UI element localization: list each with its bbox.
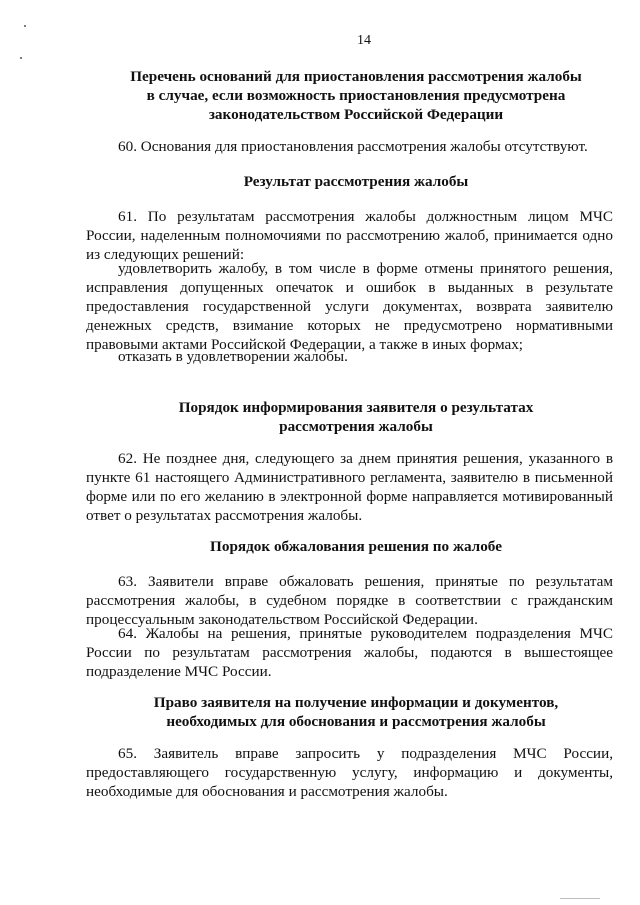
- scan-artifact-line: [560, 898, 600, 899]
- paragraph-63: 63. Заявители вправе обжаловать решения, принятые по результатам рассмотрения жалобы, в судебном порядке в соответствии с гражданским процессуальным законодательством Российской Федерации.: [86, 573, 613, 628]
- scan-speck: [24, 25, 26, 27]
- paragraph-64: 64. Жалобы на решения, принятые руководителем подразделения МЧС России по результатам рассмотрения жалобы, подаются в вышестоящее подразделение МЧС России.: [86, 625, 613, 680]
- heading-line: Результат рассмотрения жалобы: [243, 173, 469, 190]
- heading-line: Право заявителя на получение информации и документов,: [153, 694, 559, 711]
- page-number: 14: [357, 33, 371, 48]
- heading-line: законодательством Российской Федерации: [208, 106, 504, 123]
- heading-line: необходимых для обоснования и рассмотрения жалобы: [166, 713, 546, 730]
- paragraph-61-option-refuse: отказать в удовлетворении жалобы.: [118, 348, 348, 365]
- section-heading-right-to-info: [86, 693, 626, 731]
- section-heading-result: [86, 172, 626, 191]
- heading-line: Порядок информирования заявителя о результатах: [178, 399, 534, 416]
- section-heading-suspension: [86, 67, 626, 124]
- paragraph-60: 60. Основания для приостановления рассмотрения жалобы отсутствуют.: [118, 138, 588, 155]
- section-heading-informing: [86, 398, 626, 436]
- heading-line: Порядок обжалования решения по жалобе: [210, 538, 502, 555]
- heading-line: Перечень оснований для приостановления рассмотрения жалобы: [130, 68, 582, 85]
- paragraph-61-option-satisfy: удовлетворить жалобу, в том числе в форме отмены принятого решения, исправления допущенных опечаток и ошибок в выданных в результате предоставления государственной услуги документах, возврата заявителю денежных средств, взимание которых не предусмотрено нормативными правовыми актами Российской Федерации, а также в иных формах;: [86, 260, 613, 353]
- paragraph-62: 62. Не позднее дня, следующего за днем принятия решения, указанного в пункте 61 настоящего Административного регламента, заявителю в письменной форме или по его желанию в электронной форме направляется мотивированный ответ о результатах рассмотрения жалобы.: [86, 450, 613, 524]
- scan-speck: [20, 57, 22, 59]
- paragraph-61: 61. По результатам рассмотрения жалобы должностным лицом МЧС России, наделенным полномочиями по рассмотрению жалоб, принимается одно из следующих решений:: [86, 208, 613, 263]
- heading-line: в случае, если возможность приостановления предусмотрена: [146, 87, 566, 104]
- section-heading-appeal: [86, 537, 626, 556]
- heading-line: рассмотрения жалобы: [279, 418, 433, 435]
- paragraph-65: 65. Заявитель вправе запросить у подразделения МЧС России, предоставляющего государственную услугу, информацию и документы, необходимые для обоснования и рассмотрения жалобы.: [86, 745, 613, 800]
